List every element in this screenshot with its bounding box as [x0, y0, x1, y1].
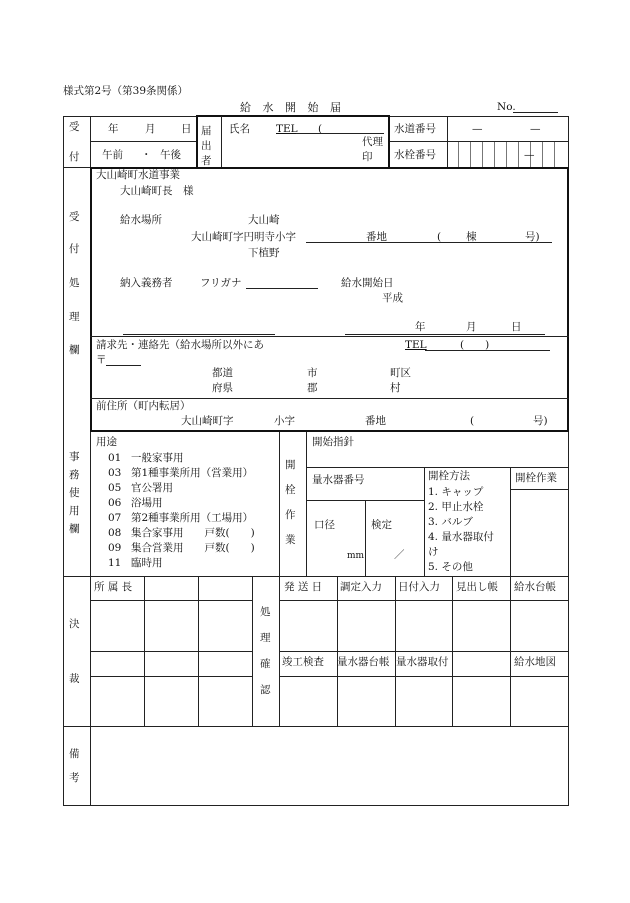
kyusui-basho-label: 給水場所 [120, 214, 162, 226]
midashicho-label: 見出し帳 [456, 581, 498, 593]
yoto-name-06[interactable]: 浴場用 [131, 497, 163, 509]
kyusui-daicho-label: 給水台帳 [514, 581, 556, 593]
yoto-code-05: 05 [108, 482, 122, 494]
biko-side-1: 備 [69, 748, 80, 760]
seikyu-tel-paren: ( ) [460, 339, 490, 351]
yoto-name-09[interactable]: 集合営業用 戸数( ) [131, 542, 255, 554]
meter-toritsuke-label: 量水器取付 [396, 656, 449, 668]
yoto-name-11[interactable]: 臨時用 [131, 557, 163, 569]
kessai-side-2: 裁 [69, 673, 80, 685]
jimu-side-3: 使 [69, 487, 80, 499]
heisei-label: 平成 [382, 292, 403, 304]
month-label: 月 [145, 123, 156, 135]
no-field[interactable] [513, 112, 558, 113]
reception-box [90, 167, 569, 432]
yoto-name-01[interactable]: 一般家事用 [131, 452, 184, 464]
jigyo-name: 大山崎町水道事業 [96, 169, 180, 181]
suisen-bango-field[interactable] [447, 142, 567, 167]
kaishi-shishin-label: 開始指針 [312, 436, 354, 448]
go-label: 号) [525, 231, 540, 243]
shori-side-2: 付 [69, 243, 80, 255]
choku-label: 町区 [390, 367, 411, 379]
suido-dash-1: — [472, 123, 483, 135]
hoho-item-2[interactable]: 2. 甲止水栓 [428, 501, 484, 513]
kaishi-date-field[interactable] [345, 334, 545, 335]
no-label: No. [497, 101, 516, 113]
shimouebo-text: 下植野 [248, 247, 280, 259]
banchi-label: 番地 [366, 231, 387, 243]
yubin-mark: 〒 [96, 354, 107, 366]
meter-bango-label: 量水器番号 [312, 474, 365, 486]
seikyu-tel-label: TEL [405, 339, 427, 351]
tel-field[interactable] [296, 133, 384, 134]
nichi-label: 日 [511, 321, 522, 333]
furigana-label: フリガナ [200, 277, 242, 289]
biko-side-2: 考 [69, 772, 80, 784]
form-title: 給 水 開 始 届 [240, 101, 345, 114]
suisen-dash: — [524, 149, 535, 161]
biko-field[interactable] [91, 727, 568, 805]
meter-daicho-label: 量水器台帳 [337, 656, 390, 668]
kokei-label: 口径 [314, 519, 335, 531]
gatsu-label: 月 [466, 321, 477, 333]
kaisen-side-3: 作 [285, 509, 296, 521]
fuken-label: 府県 [212, 382, 233, 394]
yoto-code-01: 01 [108, 452, 122, 464]
furigana-field[interactable] [246, 288, 318, 289]
yoto-code-03: 03 [108, 467, 122, 479]
tel-label: TEL [276, 123, 298, 135]
kaisen-side-2: 栓 [285, 484, 296, 496]
kentei-label: 検定 [371, 519, 392, 531]
shori-side-1: 受 [69, 211, 80, 223]
yoto-label: 用途 [96, 436, 117, 448]
mune-label: 棟 [466, 231, 477, 243]
day-label: 日 [181, 123, 192, 135]
suido-bango-label: 水道番号 [394, 123, 436, 135]
todokede-label: 届出者 [201, 125, 212, 167]
ampm-separator: ・ [141, 149, 152, 161]
kaisen-side-1: 開 [285, 459, 296, 471]
kentei-slash: ／ [394, 549, 405, 561]
shori-kakunin-1: 処 [260, 606, 271, 618]
gun-label: 郡 [307, 382, 318, 394]
zen-koaza: 小字 [274, 415, 295, 427]
seikyu-tel-field[interactable] [425, 350, 550, 351]
yoto-code-11: 11 [108, 557, 122, 569]
tel-paren: ( [318, 123, 323, 135]
shori-side-3: 処 [69, 277, 80, 289]
zen-address: 大山崎町字 [181, 415, 234, 427]
jimu-side-2: 務 [69, 469, 80, 481]
gimusha-name-field[interactable] [123, 334, 275, 335]
jimu-side-4: 用 [69, 505, 80, 517]
jimu-side-1: 事 [69, 451, 80, 463]
gozen-option[interactable]: 午前 [102, 149, 123, 161]
mm-unit: mm [347, 551, 365, 561]
todo-label: 都道 [212, 367, 233, 379]
form-number: 様式第2号（第39条関係） [63, 85, 189, 97]
kaishi-bi-label: 給水開始日 [341, 277, 394, 289]
yoto-name-03[interactable]: 第1種事業所用（営業用） [131, 467, 254, 479]
suisen-bango-label: 水栓番号 [394, 149, 436, 161]
yoto-code-09: 09 [108, 542, 122, 554]
kessai-side-1: 決 [69, 618, 80, 630]
yoto-code-08: 08 [108, 527, 122, 539]
basho-oyamazaki: 大山崎 [248, 214, 280, 226]
in-label: 印 [362, 151, 373, 163]
hizuke-nyuryoku-label: 日付入力 [398, 581, 440, 593]
uketsuke-char-1: 受 [69, 121, 80, 133]
zen-go: 号) [533, 415, 548, 427]
shi-label: 市 [307, 367, 318, 379]
uketsuke-char-2: 付 [69, 151, 80, 163]
hoho-item-5[interactable]: 5. その他 [428, 561, 473, 573]
jimu-side-5: 欄 [69, 523, 80, 535]
seikyu-label: 請求先・連絡先（給水場所以外にあ [96, 339, 264, 351]
chotei-nyuryoku-label: 調定入力 [340, 581, 382, 593]
yubin-field[interactable] [106, 365, 141, 366]
yoto-name-08[interactable]: 集合家事用 戸数( ) [131, 527, 255, 539]
kaisen-sagyo-label: 開栓作業 [515, 472, 557, 484]
suido-dash-2: — [530, 123, 541, 135]
shori-side-5: 欄 [69, 344, 80, 356]
kyusui-chizu-label: 給水地図 [514, 656, 556, 668]
gogo-option[interactable]: 午後 [160, 149, 181, 161]
hassobi-label: 発 送 日 [284, 581, 323, 593]
yoto-code-07: 07 [108, 512, 122, 524]
hoho-item-3[interactable]: 3. バルブ [428, 516, 473, 528]
yoto-name-07[interactable]: 第2種事業所用（工場用） [131, 512, 254, 524]
hoho-item-1[interactable]: 1. キャップ [428, 486, 484, 498]
yoto-name-05[interactable]: 官公署用 [131, 482, 173, 494]
zen-banchi: 番地 [365, 415, 386, 427]
zen-paren: ( [470, 415, 475, 427]
basho-field[interactable] [306, 242, 552, 243]
hoho-item-4-cont: け [428, 546, 439, 558]
year-label: 年 [108, 123, 119, 135]
kaisen-hoho-label: 開栓方法 [428, 470, 470, 482]
chocho-addressee: 大山崎町長 様 [120, 185, 194, 197]
shori-side-4: 理 [69, 311, 80, 323]
nen-label: 年 [415, 321, 426, 333]
shori-kakunin-2: 理 [260, 632, 271, 644]
yoto-code-06: 06 [108, 497, 122, 509]
gimusha-label: 納入義務者 [120, 277, 173, 289]
shori-kakunin-4: 認 [260, 684, 271, 696]
son-label: 村 [390, 382, 401, 394]
shori-kakunin-3: 確 [260, 658, 271, 670]
hoho-item-4[interactable]: 4. 量水器取付 [428, 531, 494, 543]
mune-paren: ( [437, 231, 442, 243]
basho-address: 大山崎町字円明寺小字 [191, 231, 296, 243]
zenjusho-label: 前住所（町内転居） [96, 400, 191, 412]
shozokucho-label: 所 属 長 [94, 581, 133, 593]
dairi-label: 代理 [362, 136, 383, 148]
kaisen-side-4: 業 [285, 534, 296, 546]
shimei-label: 氏名 [229, 123, 250, 135]
shunko-kensa-label: 竣工検査 [282, 656, 324, 668]
